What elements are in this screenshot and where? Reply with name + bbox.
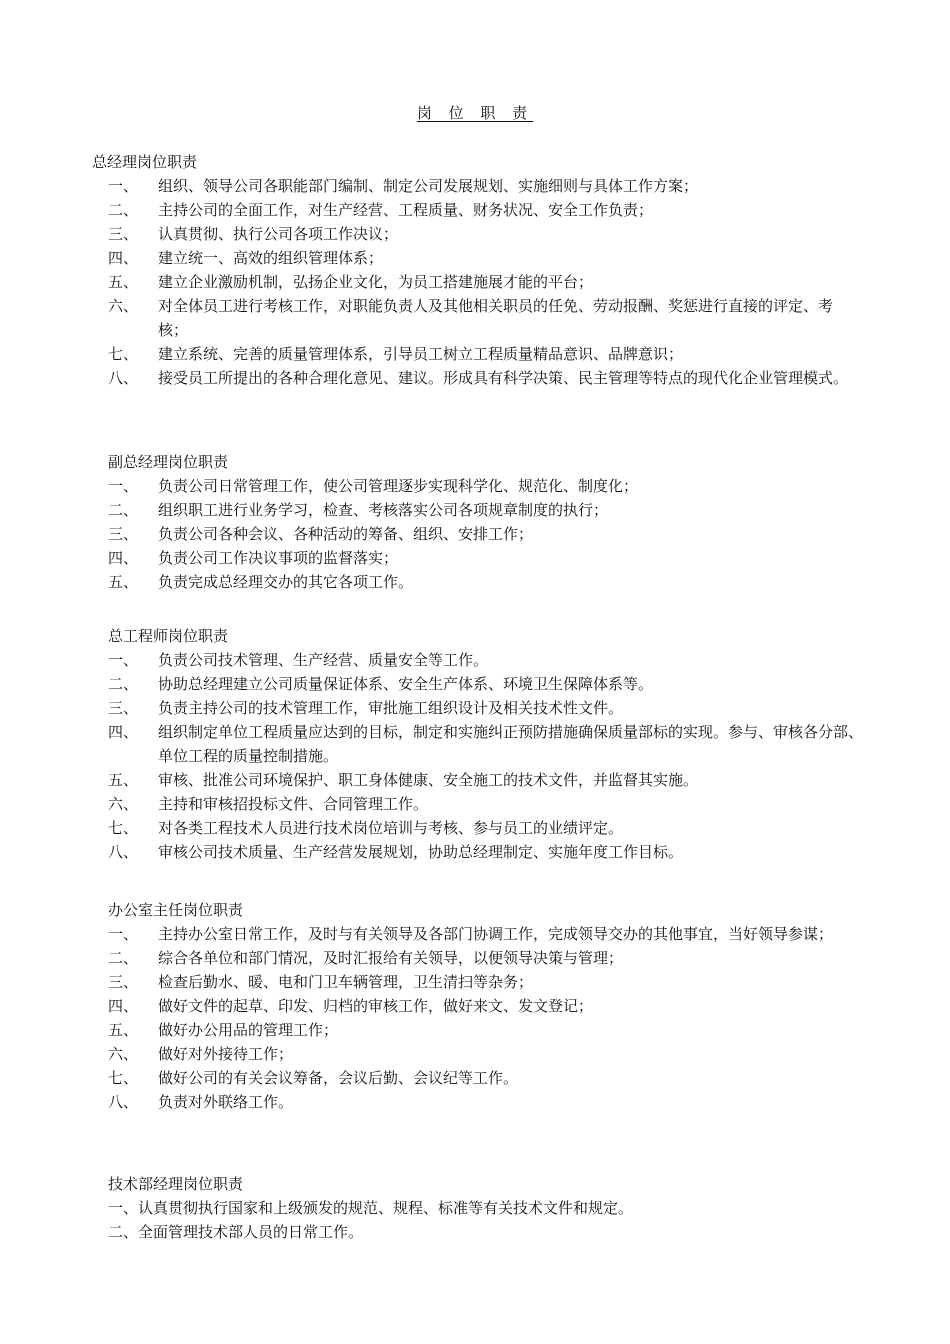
list-item: 七、 建立系统、完善的质量管理体系，引导员工树立工程质量精品意识、品牌意识；	[108, 345, 684, 363]
section-general-manager	[92, 150, 862, 390]
list-item: 五、 审核、批准公司环境保护、职工身体健康、安全施工的技术文件，并监督其实施。	[108, 771, 699, 789]
section-chief-engineer	[108, 624, 868, 864]
list-item: 五、 建立企业激励机制，弘扬企业文化，为员工搭建施展才能的平台；	[108, 273, 594, 291]
list-item: 一、 认真贯彻执行国家和上级颁发的规范、规程、标准等有关技术文件和规定。	[108, 1199, 634, 1217]
duty-list	[108, 1196, 868, 1244]
list-item: 八、 负责对外联络工作。	[108, 1093, 294, 1111]
list-item: 三、 认真贯彻、执行公司各项工作决议；	[108, 225, 399, 243]
section-heading: 总经理岗位职责	[92, 153, 198, 171]
list-item: 七、 做好公司的有关会议筹备，会议后勤、会议纪等工作。	[108, 1069, 519, 1087]
list-item: 八、 接受员工所提出的各种合理化意见、建议。形成具有科学决策、民主管理等特点的现代化企业管理模式。	[108, 369, 849, 387]
section-heading: 总工程师岗位职责	[108, 627, 229, 645]
list-item: 一、 主持办公室日常工作，及时与有关领导及各部门协调工作，完成领导交办的其他事宜，当好领导参谋；	[108, 925, 834, 943]
list-item: 一、 负责公司技术管理、生产经营、质量安全等工作。	[108, 651, 489, 669]
list-item: 八、 审核公司技术质量、生产经营发展规划，协助总经理制定、实施年度工作目标。	[108, 843, 684, 861]
list-item: 七、 对各类工程技术人员进行技术岗位培训与考核、参与员工的业绩评定。	[108, 819, 624, 837]
list-item: 三、 检查后勤水、暖、电和门卫车辆管理，卫生清扫等杂务；	[108, 973, 534, 991]
section-heading: 技术部经理岗位职责	[108, 1175, 244, 1193]
list-item: 一、 负责公司日常管理工作，使公司管理逐步实现科学化、规范化、制度化；	[108, 477, 639, 495]
list-item: 四、 建立统一、高效的组织管理体系；	[108, 249, 384, 267]
section-office-director	[108, 898, 868, 1114]
list-item: 一、 组织、领导公司各职能部门编制、制定公司发展规划、实施细则与具体工作方案；	[108, 177, 699, 195]
list-item: 三、 负责公司各种会议、各种活动的筹备、组织、安排工作；	[108, 525, 534, 543]
list-item: 二、 全面管理技术部人员的日常工作。	[108, 1223, 364, 1241]
list-item: 二、 组织职工进行业务学习，检查、考核落实公司各项规章制度的执行；	[108, 501, 609, 519]
duty-list	[108, 648, 868, 864]
list-item: 五、 做好办公用品的管理工作；	[108, 1021, 339, 1039]
list-item: 四、 负责公司工作决议事项的监督落实；	[108, 549, 399, 567]
section-deputy-general-manager	[108, 450, 868, 594]
document-title: 岗 位 职 责	[416, 104, 534, 122]
section-heading: 办公室主任岗位职责	[108, 901, 244, 919]
list-item: 二、 主持公司的全面工作，对生产经营、工程质量、财务状况、安全工作负责；	[108, 201, 654, 219]
list-item: 六、 主持和审核招投标文件、合同管理工作。	[108, 795, 429, 813]
list-item: 三、 负责主持公司的技术管理工作，审批施工组织设计及相关技术性文件。	[108, 699, 624, 717]
list-item: 五、 负责完成总经理交办的其它各项工作。	[108, 573, 414, 591]
list-item: 六、 对全体员工进行考核工作，对职能负责人及其他相关职员的任免、劳动报酬、奖惩进行直接的评定、考核；	[108, 297, 834, 339]
list-item: 二、 综合各单位和部门情况，及时汇报给有关领导，以便领导决策与管理；	[108, 949, 624, 967]
list-item: 四、 做好文件的起草、印发、归档的审核工作，做好来文、发文登记；	[108, 997, 594, 1015]
duty-list	[108, 474, 868, 594]
list-item: 六、 做好对外接待工作；	[108, 1045, 294, 1063]
section-heading: 副总经理岗位职责	[108, 453, 229, 471]
duty-list	[92, 174, 862, 390]
list-item: 四、 组织制定单位工程质量应达到的目标，制定和实施纠正预防措施确保质量部标的实现。参与、审核各分部、单位工程的质量控制措施。	[108, 723, 864, 765]
section-tech-dept-manager	[108, 1172, 868, 1244]
duty-list	[108, 922, 868, 1114]
list-item: 二、 协助总经理建立公司质量保证体系、安全生产体系、环境卫生保障体系等。	[108, 675, 654, 693]
